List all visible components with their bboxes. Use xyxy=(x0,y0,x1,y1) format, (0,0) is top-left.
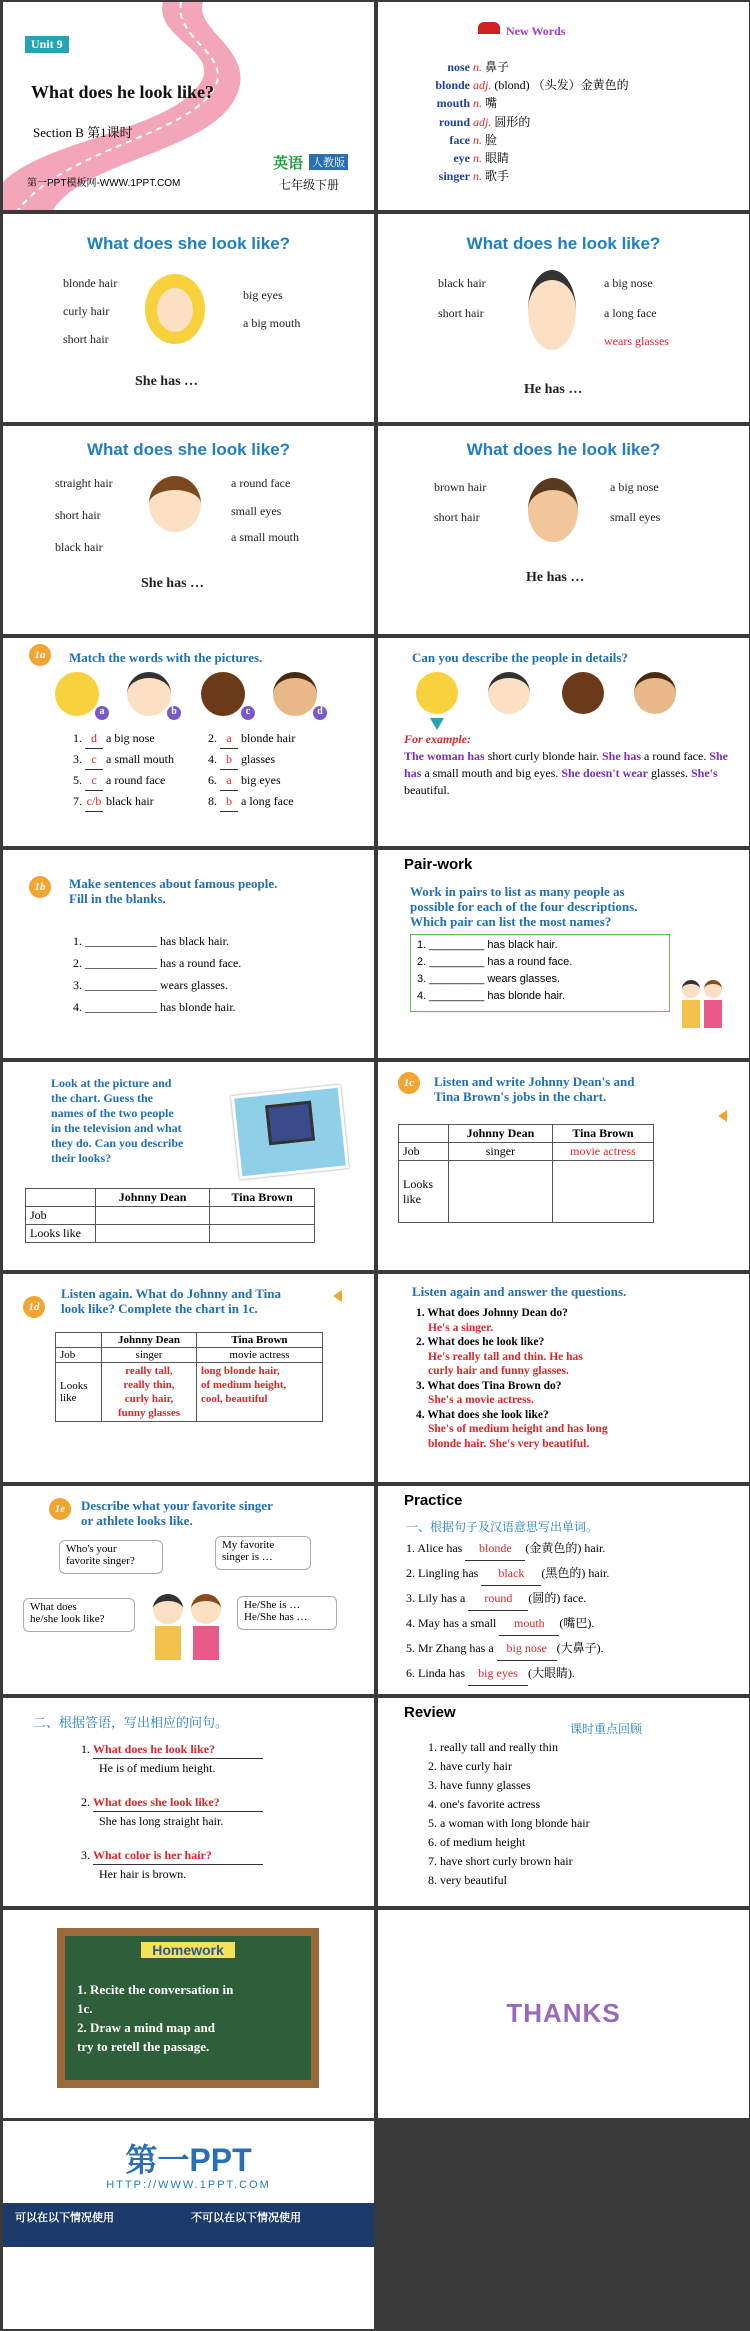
slide-heading: Pair-work xyxy=(404,856,473,873)
edition-label: 人教版 xyxy=(309,154,348,170)
activity-title: Listen again and answer the questions. xyxy=(412,1284,627,1299)
footer-band xyxy=(3,2203,374,2329)
activity-badge: 1b xyxy=(29,876,51,898)
activity-title: Listen and write Johnny Dean's and Tina Brown's jobs in the chart. xyxy=(434,1074,635,1104)
question-list: 1. What does he look like? He is of medium height. 2. What does she look like? She has long straight hair. 3. What color is her hair? Her hair is brown. xyxy=(81,1740,263,1883)
brown-hair-man-illustration xyxy=(528,478,578,542)
usage-allowed-title: 可以在以下情况使用 xyxy=(15,2212,114,2224)
footer-links-area xyxy=(3,2247,374,2329)
slide-she-black-hair xyxy=(3,426,374,634)
kids-illustration xyxy=(149,1594,229,1674)
tv-picture-illustration xyxy=(231,1084,349,1179)
slide-new-words xyxy=(378,2,749,210)
thanks-text: THANKS xyxy=(506,1998,621,2028)
activity-title: 二、根据答语，写出相应的问句。 xyxy=(33,1715,229,1730)
feature-label: blonde hair xyxy=(63,276,118,290)
slide-heading: Practice xyxy=(404,1492,463,1509)
page-title: What does he look like? xyxy=(31,82,215,102)
feature-label: small eyes xyxy=(231,504,282,518)
picture-letters: a b c d xyxy=(51,706,331,722)
slide-describe-details xyxy=(378,638,749,846)
word-row: face n. 脸 xyxy=(449,132,498,147)
blonde-girl-illustration xyxy=(145,274,205,344)
slide-thanks xyxy=(378,1910,749,2118)
slide-he-glasses xyxy=(378,214,749,422)
slide-heading: What does she look like? xyxy=(86,234,291,253)
speech-bubble: My favorite singer is … xyxy=(215,1536,311,1570)
empty-panel xyxy=(378,2121,749,2329)
slide-she-blonde xyxy=(3,214,374,422)
grade-label: 七年级下册 xyxy=(279,178,340,192)
feature-label: short hair xyxy=(438,306,484,320)
feature-label: short hair xyxy=(434,510,480,524)
slide-pair-work xyxy=(378,850,749,1058)
slide-answer-questions xyxy=(378,1274,749,1482)
feature-label: small eyes xyxy=(610,510,661,524)
homework-title: Homework xyxy=(141,1942,235,1958)
example-paragraph: The woman has short curly blonde hair. She has a round face. She has a small mouth and big eyes. She doesn't wear glasses. She's beautiful. xyxy=(404,749,729,797)
down-arrow-icon xyxy=(430,718,444,730)
slide-heading: What does he look like? xyxy=(466,440,661,459)
feature-label: black hair xyxy=(438,276,486,290)
brand-logo: 第一PPT xyxy=(125,2142,252,2178)
sentence-prompt: She has … xyxy=(141,576,205,591)
practice-list: 1. Alice has blonde (金黄色的) hair. 2. Lingling has black (黑色的) hair. 3. Lily has a round (圆的) face. 4. May has a small mouth (嘴巴). 5. Mr Zhang has a big nose (大鼻子). 6. Linda has big eyes (大眼睛). xyxy=(406,1536,609,1686)
logo-english: 英语 xyxy=(273,156,304,172)
word-list xyxy=(418,58,629,185)
activity-instructions: Look at the picture and the chart. Guess the names of the two people in the television and what they do. Can you describe their looks? xyxy=(51,1076,184,1165)
pair-work-box: 1. _________ has black hair. 2. _________ has a round face. 3. _________ wears glasses. 4. _________ has blonde hair. xyxy=(410,934,670,1012)
word-row: eye n. 眼睛 xyxy=(453,151,510,166)
feature-label: black hair xyxy=(55,540,103,554)
feature-label: a long face xyxy=(604,306,657,320)
slide-practice xyxy=(378,1486,749,1694)
speech-bubble: What does he/she look like? xyxy=(23,1598,135,1632)
slide-1d-complete xyxy=(3,1274,374,1482)
example-label: For example: xyxy=(404,732,471,746)
kids-illustration xyxy=(678,980,728,1040)
activity-title: Listen again. What do Johnny and Tina look like? Complete the chart in 1c. xyxy=(61,1286,282,1316)
feature-label: a big nose xyxy=(610,480,659,494)
slide-homework xyxy=(3,1910,374,2118)
looks-chart: Johnny Dean Tina Brown Job singer movie actress Looks like really tall, really thin, curly hair, funny glasses long blonde hair, of medium height, cool, beautiful xyxy=(55,1332,323,1422)
feature-label: brown hair xyxy=(434,480,487,494)
hat-icon xyxy=(478,22,500,34)
slide-write-questions xyxy=(3,1698,374,1906)
activity-badge: 1e xyxy=(49,1498,71,1520)
section-label: Section B 第1课时 xyxy=(33,125,133,140)
slide-1b-sentences xyxy=(3,850,374,1058)
activity-title: Match the words with the pictures. xyxy=(69,650,263,665)
feature-label: straight hair xyxy=(55,476,113,490)
slide-heading: What does she look like? xyxy=(86,440,291,459)
practice-instructions: 一、根据句子及汉语意思写出单词。 xyxy=(406,1520,599,1534)
usage-forbidden-title: 不可以在以下情况使用 xyxy=(191,2212,301,2224)
four-faces-strip xyxy=(412,672,692,716)
qa-list: 1. What does Johnny Dean do? He's a singer. 2. What does he look like? He's really tall and thin. He has curly hair and funny glasses. 3. What does Tina Brown do? She's a movie actress. 4. What does she look like? She's of medium height and has long blonde hair. She's very beautiful. xyxy=(416,1307,608,1450)
slide-1a-match xyxy=(3,638,374,846)
review-subtitle: 课时重点回顾 xyxy=(570,1722,643,1736)
word-row: blonde adj. (blond) （头发）金黄色的 xyxy=(435,78,629,93)
audio-speaker-icon[interactable] xyxy=(333,1290,342,1302)
word-row: nose n. 鼻子 xyxy=(447,60,510,74)
slide-heading: What does he look like? xyxy=(466,234,661,253)
activity-badge: 1d xyxy=(23,1296,45,1318)
fill-blank-list: 1. ____________ has black hair. 2. ____________ has a round face. 3. ____________ wears glasses. 4. ____________ has blonde hair. xyxy=(73,934,242,1014)
unit-badge: Unit 9 xyxy=(25,36,69,53)
match-list: 1. d a big nose 3. c a small mouth 5. c a round face 7. c/b black hair xyxy=(73,728,174,812)
slide-title xyxy=(3,2,374,210)
speech-bubble: Who's your favorite singer? xyxy=(59,1540,163,1574)
brand-text: 第一PPT模板网-WWW.1PPT.COM xyxy=(27,178,181,189)
activity-title: Make sentences about famous people. Fill in the blanks. xyxy=(69,876,278,906)
sentence-prompt: She has … xyxy=(135,374,199,389)
word-row: mouth n. 嘴 xyxy=(436,96,498,111)
activity-badge: 1a xyxy=(29,644,51,666)
feature-label: a big mouth xyxy=(243,316,301,330)
speech-bubble: He/She is … He/She has … xyxy=(237,1596,337,1630)
brand-url[interactable]: HTTP://WWW.1PPT.COM xyxy=(106,2179,271,2191)
feature-label: a small mouth xyxy=(231,530,299,544)
black-hair-girl-illustration xyxy=(149,476,201,532)
man-with-glasses-illustration xyxy=(528,270,576,350)
feature-label: big eyes xyxy=(243,288,283,302)
feature-label: short hair xyxy=(55,508,101,522)
guess-chart: Johnny Dean Tina Brown Job Looks like xyxy=(25,1188,315,1243)
slide-guess-names xyxy=(3,1062,374,1270)
slide-brand-footer xyxy=(3,2121,374,2329)
slide-he-brown-hair xyxy=(378,426,749,634)
activity-title: Describe what your favorite singer or athlete looks like. xyxy=(81,1498,273,1528)
jobs-chart: Johnny Dean Tina Brown Job singer movie actress Looks like xyxy=(398,1124,654,1223)
new-words-title: New Words xyxy=(506,24,566,38)
sentence-prompt: He has … xyxy=(524,382,583,397)
slide-1c-listen xyxy=(378,1062,749,1270)
feature-label: a big nose xyxy=(604,276,653,290)
feature-label: short hair xyxy=(63,332,109,346)
slide-review xyxy=(378,1698,749,1906)
activity-badge: 1c xyxy=(398,1072,420,1094)
sentence-prompt: He has … xyxy=(526,570,585,585)
chalkboard xyxy=(57,1928,319,2088)
word-row: singer n. 歌手 xyxy=(438,169,510,184)
feature-label-highlight: wears glasses xyxy=(604,334,669,348)
activity-title: Can you describe the people in details? xyxy=(412,650,628,665)
activity-instructions: Work in pairs to list as many people as possible for each of the four descriptions. Which pair can list the most names? xyxy=(410,884,638,929)
audio-speaker-icon[interactable] xyxy=(718,1110,727,1122)
slide-1e-describe xyxy=(3,1486,374,1694)
slide-heading: Review xyxy=(404,1704,456,1721)
word-row: round adj. 圆形的 xyxy=(438,114,531,129)
feature-label: a round face xyxy=(231,476,291,490)
feature-label: curly hair xyxy=(63,304,110,318)
match-list-right: 2. a blonde hair 4. b glasses 6. a big eyes 8. b a long face xyxy=(208,728,295,812)
review-list: 1. really tall and really thin 2. have curly hair 3. have funny glasses 4. one's favorite actress 5. a woman with long blonde hair 6. of medium height 7. have short curly brown hair 8. very beautiful xyxy=(428,1740,590,1887)
homework-list: 1. Recite the conversation in 1c. 2. Draw a mind map and try to retell the passage. xyxy=(77,1982,234,2054)
